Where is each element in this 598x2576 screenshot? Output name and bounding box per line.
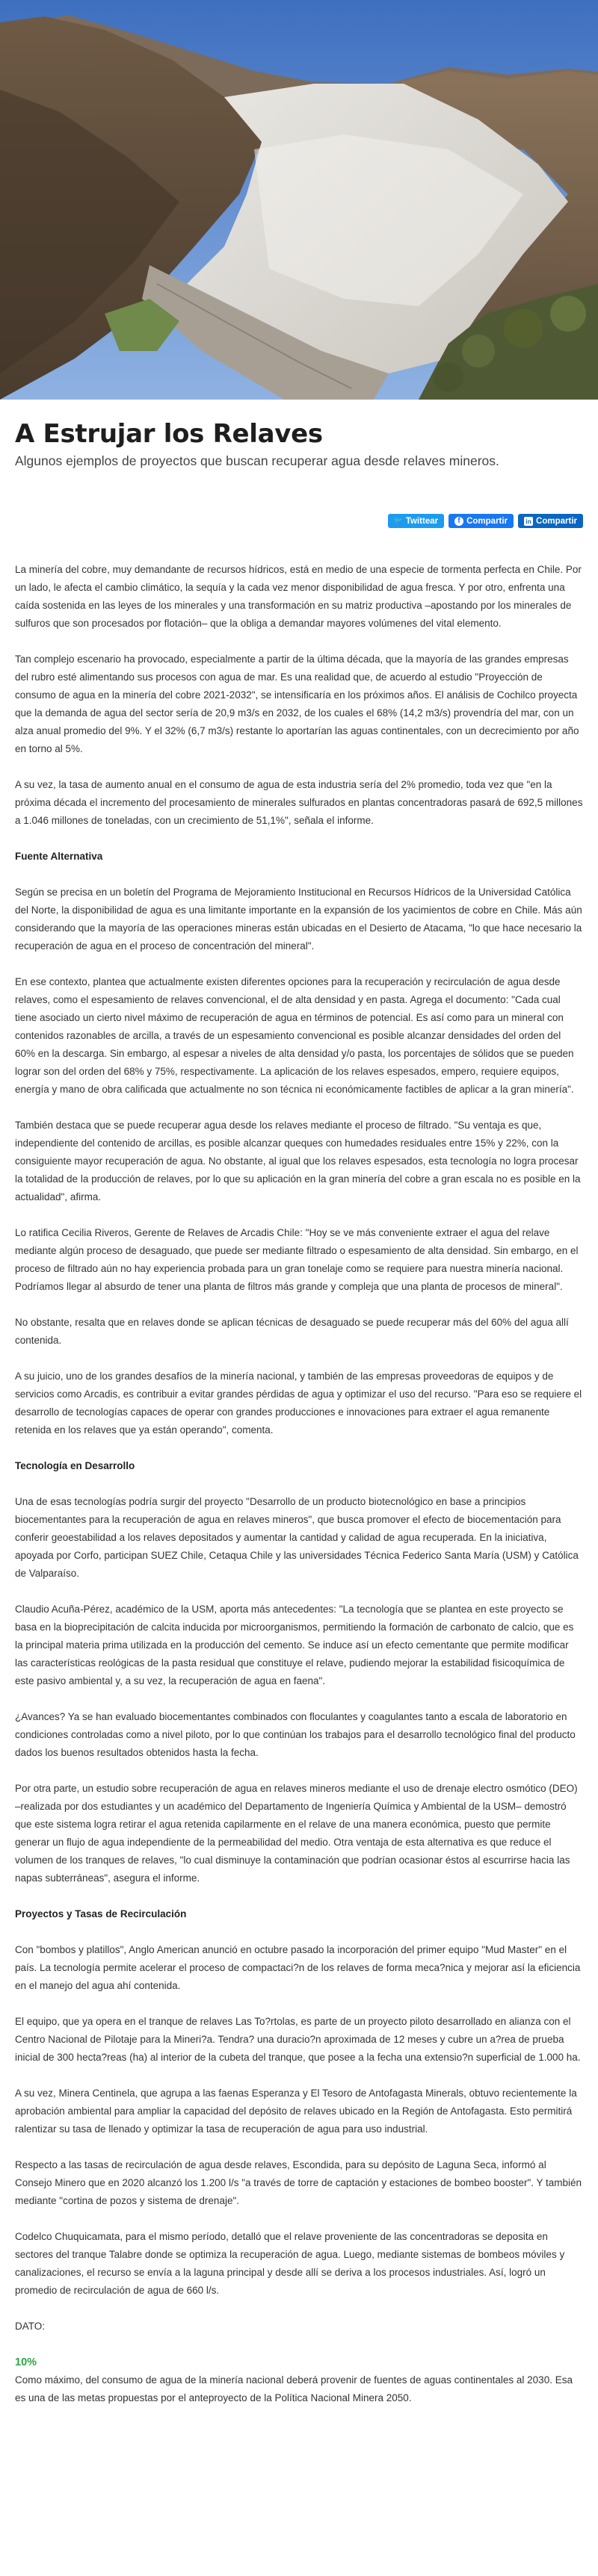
section-heading-fuente: Fuente Alternativa (15, 851, 103, 862)
hero-image (0, 0, 598, 400)
paragraph: Con "bombos y platillos", Anglo American anunció en octubre pasado la incorporación del primer equipo "Mud Master" en el país. La tecnología permite acelerar el proceso de compactaci?n de los relaves de forma meca?nica y mejorar así la eficiencia en el manejo del agua ahí contenida. (15, 1944, 581, 1991)
paragraph: El equipo, que ya opera en el tranque de relaves Las To?rtolas, es parte de un proyecto piloto desarrollado en alianza con el Centro Nacional de Pilotaje para la Mineri?a. Tendra? una duracio?n aproximada de 12 meses y cubre un a?rea de prueba inicial de 300 hecta?reas (ha) al interior de la cubeta del tranque, que posee a la fecha una extensio?n superficial de 1.000 ha. (15, 2016, 581, 2063)
article-subtitle: Algunos ejemplos de proyectos que buscan recuperar agua desde relaves mineros. (15, 453, 499, 468)
paragraph: A su vez, la tasa de aumento anual en el consumo de agua de esta industria sería del 2% promedio, toda vez que "en la próxima década el incremento del procesamiento de minerales sulfurados en plantas concentradoras pasará de 692,5 millones a 1.046 millones de toneladas, con un crecimiento de 51,1%", señala el informe. (15, 779, 583, 826)
dato-number: 10% (15, 2356, 37, 2368)
twitter-share-button[interactable] (388, 514, 444, 528)
paragraph: Según se precisa en un boletín del Programa de Mejoramiento Institucional en Recursos Hídricos de la Universidad Católica del Norte, la disponibilidad de agua es una limitante importante en la expansión de los yacimientos de cobre en Chile. Más aún considerando que la mayoría de las operaciones mineras están ubicadas en el Desierto de Atacama, "lo que hace necesario la recuperación de agua en el proceso de concentración del mineral". (15, 887, 582, 952)
dato-label: DATO: (15, 2321, 46, 2332)
facebook-share-label: Compartir (466, 516, 508, 526)
paragraph: Codelco Chuquicamata, para el mismo período, detalló que el relave proveniente de las concentradoras se deposita en sectores del tranque Talabre donde se optimiza la recuperación de agua. Luego, mediante sistemas de bombeos móviles y canalizaciones, el recurso se envía a la laguna principal y desde allí se deriva a los procesos industriales. Así, logró un promedio de recirculación de agua de 660 l/s. (15, 2231, 565, 2296)
linkedin-share-button[interactable] (518, 514, 583, 528)
facebook-icon: f (454, 517, 463, 526)
section-heading-tecnologia: Tecnología en Desarrollo (15, 1460, 135, 1471)
paragraph: La minería del cobre, muy demandante de recursos hídricos, está en medio de una especie de tormenta perfecta en Chile. Por un lado, le afecta el cambio climático, la sequía y la cada vez menor disponibilidad de agua fresca. Y por otro, enfrenta una caída sostenida en las leyes de los minerales y una transformación en su matriz productiva –apostando por los minerales de sulfuros que son procesados por flotación– que la obliga a demandar mayores volúmenes del vital elemento. (15, 564, 582, 629)
article-body (15, 561, 583, 2407)
twitter-share-label: Twittear (405, 516, 439, 526)
paragraph: También destaca que se puede recuperar agua desde los relaves mediante el proceso de filtrado. "Su ventaja es que, independiente del contenido de arcillas, es posible alcanzar queques con humedades residuales entre 15% y 22%, con la consiguiente mayor recuperación de agua. No obstante, al igual que los relaves espesados, esta tecnología no logra procesar la totalidad de la producción de relaves, por lo que su aplicación en la gran minería del cobre a gran escala no es posible en la actualidad", afirma. (15, 1120, 581, 1202)
paragraph: No obstante, resalta que en relaves donde se aplican técnicas de desaguado se puede recuperar más del 60% del agua allí contenida. (15, 1317, 569, 1346)
paragraph: Una de esas tecnologías podría surgir del proyecto "Desarrollo de un producto biotecnológico en base a principios biocementantes para la recuperación de agua en relaves mineros", que busca promover el efecto de biocementación para conferir geoestabilidad a los relaves depositados y aumentar la cantidad y calidad de agua recuperada. En la iniciativa, apoyada por Corfo, participan SUEZ Chile, Cetaqua Chile y las universidades Técnica Federico Santa María (USM) y Católica de Valparaíso. (15, 1496, 579, 1579)
paragraph: Tan complejo escenario ha provocado, especialmente a partir de la última década, que la mayoría de las grandes empresas del rubro esté alimentando sus procesos con agua de mar. Es una realidad que, de acuerdo al estudio "Proyección de consumo de agua en la minería del cobre 2021-2032", se intensificaría en los próximos años. El análisis de Cochilco proyecta que la demanda de agua del sector sería de 20,9 m3/s en 2032, de los cuales el 68% (14,2 m3/s) provendría del mar, con un alza anual promedio del 9%. Y el 32% (6,7 m3/s) restante lo aportarían las aguas continentales, con un decrecimiento por año en torno al 5%. (15, 654, 579, 754)
linkedin-icon: in (524, 517, 533, 526)
paragraph: Por otra parte, un estudio sobre recuperación de agua en relaves mineros mediante el uso de drenaje electro osmótico (DEO) –realizada por dos estudiantes y un académico del Departamento de Ingeniería Química y Ambiental de la USM– demostró que este sistema logra retirar el agua retenida capilarmente en el relave de una manera económica, puesto que permite generar un flujo de agua independiente de la permeabilidad del medio. Otra ventaja de esta alternativa es que reduce el volumen de los tranques de relaves, "lo cual disminuye la contaminación que podrían ocasionar éstos al escurrirse hacia las napas subterráneas", asegura el informe. (15, 1783, 578, 1884)
share-bar (15, 514, 583, 528)
paragraph: En ese contexto, plantea que actualmente existen diferentes opciones para la recuperación y recirculación de agua desde relaves, como el espesamiento de relaves convencional, el de alta densidad y en pasta. Agrega el documento: "Cada cual tiene asociado un cierto nivel máximo de recuperación de agua en términos de potencial. Es así como para un mineral con contenidos razonables de arcilla, a través de un espesamiento convencional es posible alcanzar densidades del orden del 60% en la descarga. Sin embargo, al espesar a niveles de alta densidad y/o pasta, los porcentajes de sólidos que se pueden lograr son del orden del 68% y 75%, respectivamente. La aplicación de los relaves espesados, empero, requiere equipos, energía y mano de obra calificada que actualmente no son técnica ni económicamente factibles de aplicar a la gran minería". (15, 976, 574, 1095)
twitter-icon: 🐦 (393, 517, 404, 525)
page-title: A Estrujar los Relaves (15, 419, 323, 449)
paragraph: A su vez, Minera Centinela, que agrupa a las faenas Esperanza y El Tesoro de Antofagasta Minerals, obtuvo recientemente la aprobación ambiental para ampliar la capacidad del depósito de relaves ubicado en la Región de Antofagasta. Esto permitirá ralentizar su tasa de llenado y optimizar la tasa de recuperación de agua para uso industrial. (15, 2088, 577, 2135)
paragraph: Lo ratifica Cecilia Riveros, Gerente de Relaves de Arcadis Chile: "Hoy se ve más conveniente extraer el agua del relave mediante algún proceso de desaguado, que puede ser mediante filtrado o espesamiento de alta densidad. Sin embargo, en el proceso de filtrado aún no hay experiencia probada para un gran tonelaje como se requiere para nuestra minería nacional. Podríamos llegar al absurdo de tener una planta de filtros más grande y compleja que una planta de procesos de mineral". (15, 1227, 579, 1292)
facebook-share-button[interactable] (449, 514, 514, 528)
tailings-landscape-illustration (0, 0, 598, 400)
paragraph: ¿Avances? Ya se han evaluado biocementantes combinados con floculantes y coagulantes tanto a escala de laboratorio en condiciones controladas como a nivel piloto, por lo que continúan los trabajos para el desarrollo tecnológico final del producto dados los buenos resultados obtenidos hasta la fecha. (15, 1711, 576, 1758)
linkedin-share-label: Compartir (536, 516, 577, 526)
paragraph: Respecto a las tasas de recirculación de agua desde relaves, Escondida, para su depósito de Laguna Seca, informó al Consejo Minero que en 2020 alcanzó los 1.200 l/s "a través de torre de captación y estaciones de bombeo booster". Y también mediante "cortina de pozos y sistema de drenaje". (15, 2159, 582, 2206)
section-heading-proyectos: Proyectos y Tasas de Recirculación (15, 1908, 187, 1919)
paragraph: Claudio Acuña-Pérez, académico de la USM, aporta más antecedentes: "La tecnología que se plantea en este proyecto se basa en la bioprecipitación de calcita inducida por microorganismos, permitiendo la formación de carbonato de calcio, que es la principal materia prima utilizada en la producción del cemento. Se induce así un efecto cementante que permite modificar las características reológicas de la pasta residual que constituye el relave, pudiendo mejorar la estabilidad fisicoquímica de este pasivo ambiental y, a su vez, la recuperación de agua en faena". (15, 1604, 574, 1686)
dato-text: Como máximo, del consumo de agua de la minería nacional deberá provenir de fuentes de aguas continentales al 2030. Esa es una de las metas propuestas por el anteproyecto de la Política Nacional Minera 2050. (15, 2374, 573, 2403)
paragraph: A su juicio, uno de los grandes desafíos de la minería nacional, y también de las empresas proveedoras de equipos y de servicios como Arcadis, es contribuir a evitar grandes pérdidas de agua y optimizar el uso del recurso. "Para eso se requiere el desarrollo de tecnologías capaces de operar con grandes producciones e innovaciones para extraer el agua remanente retenida en los relaves que ya están operando", comenta. (15, 1371, 582, 1436)
